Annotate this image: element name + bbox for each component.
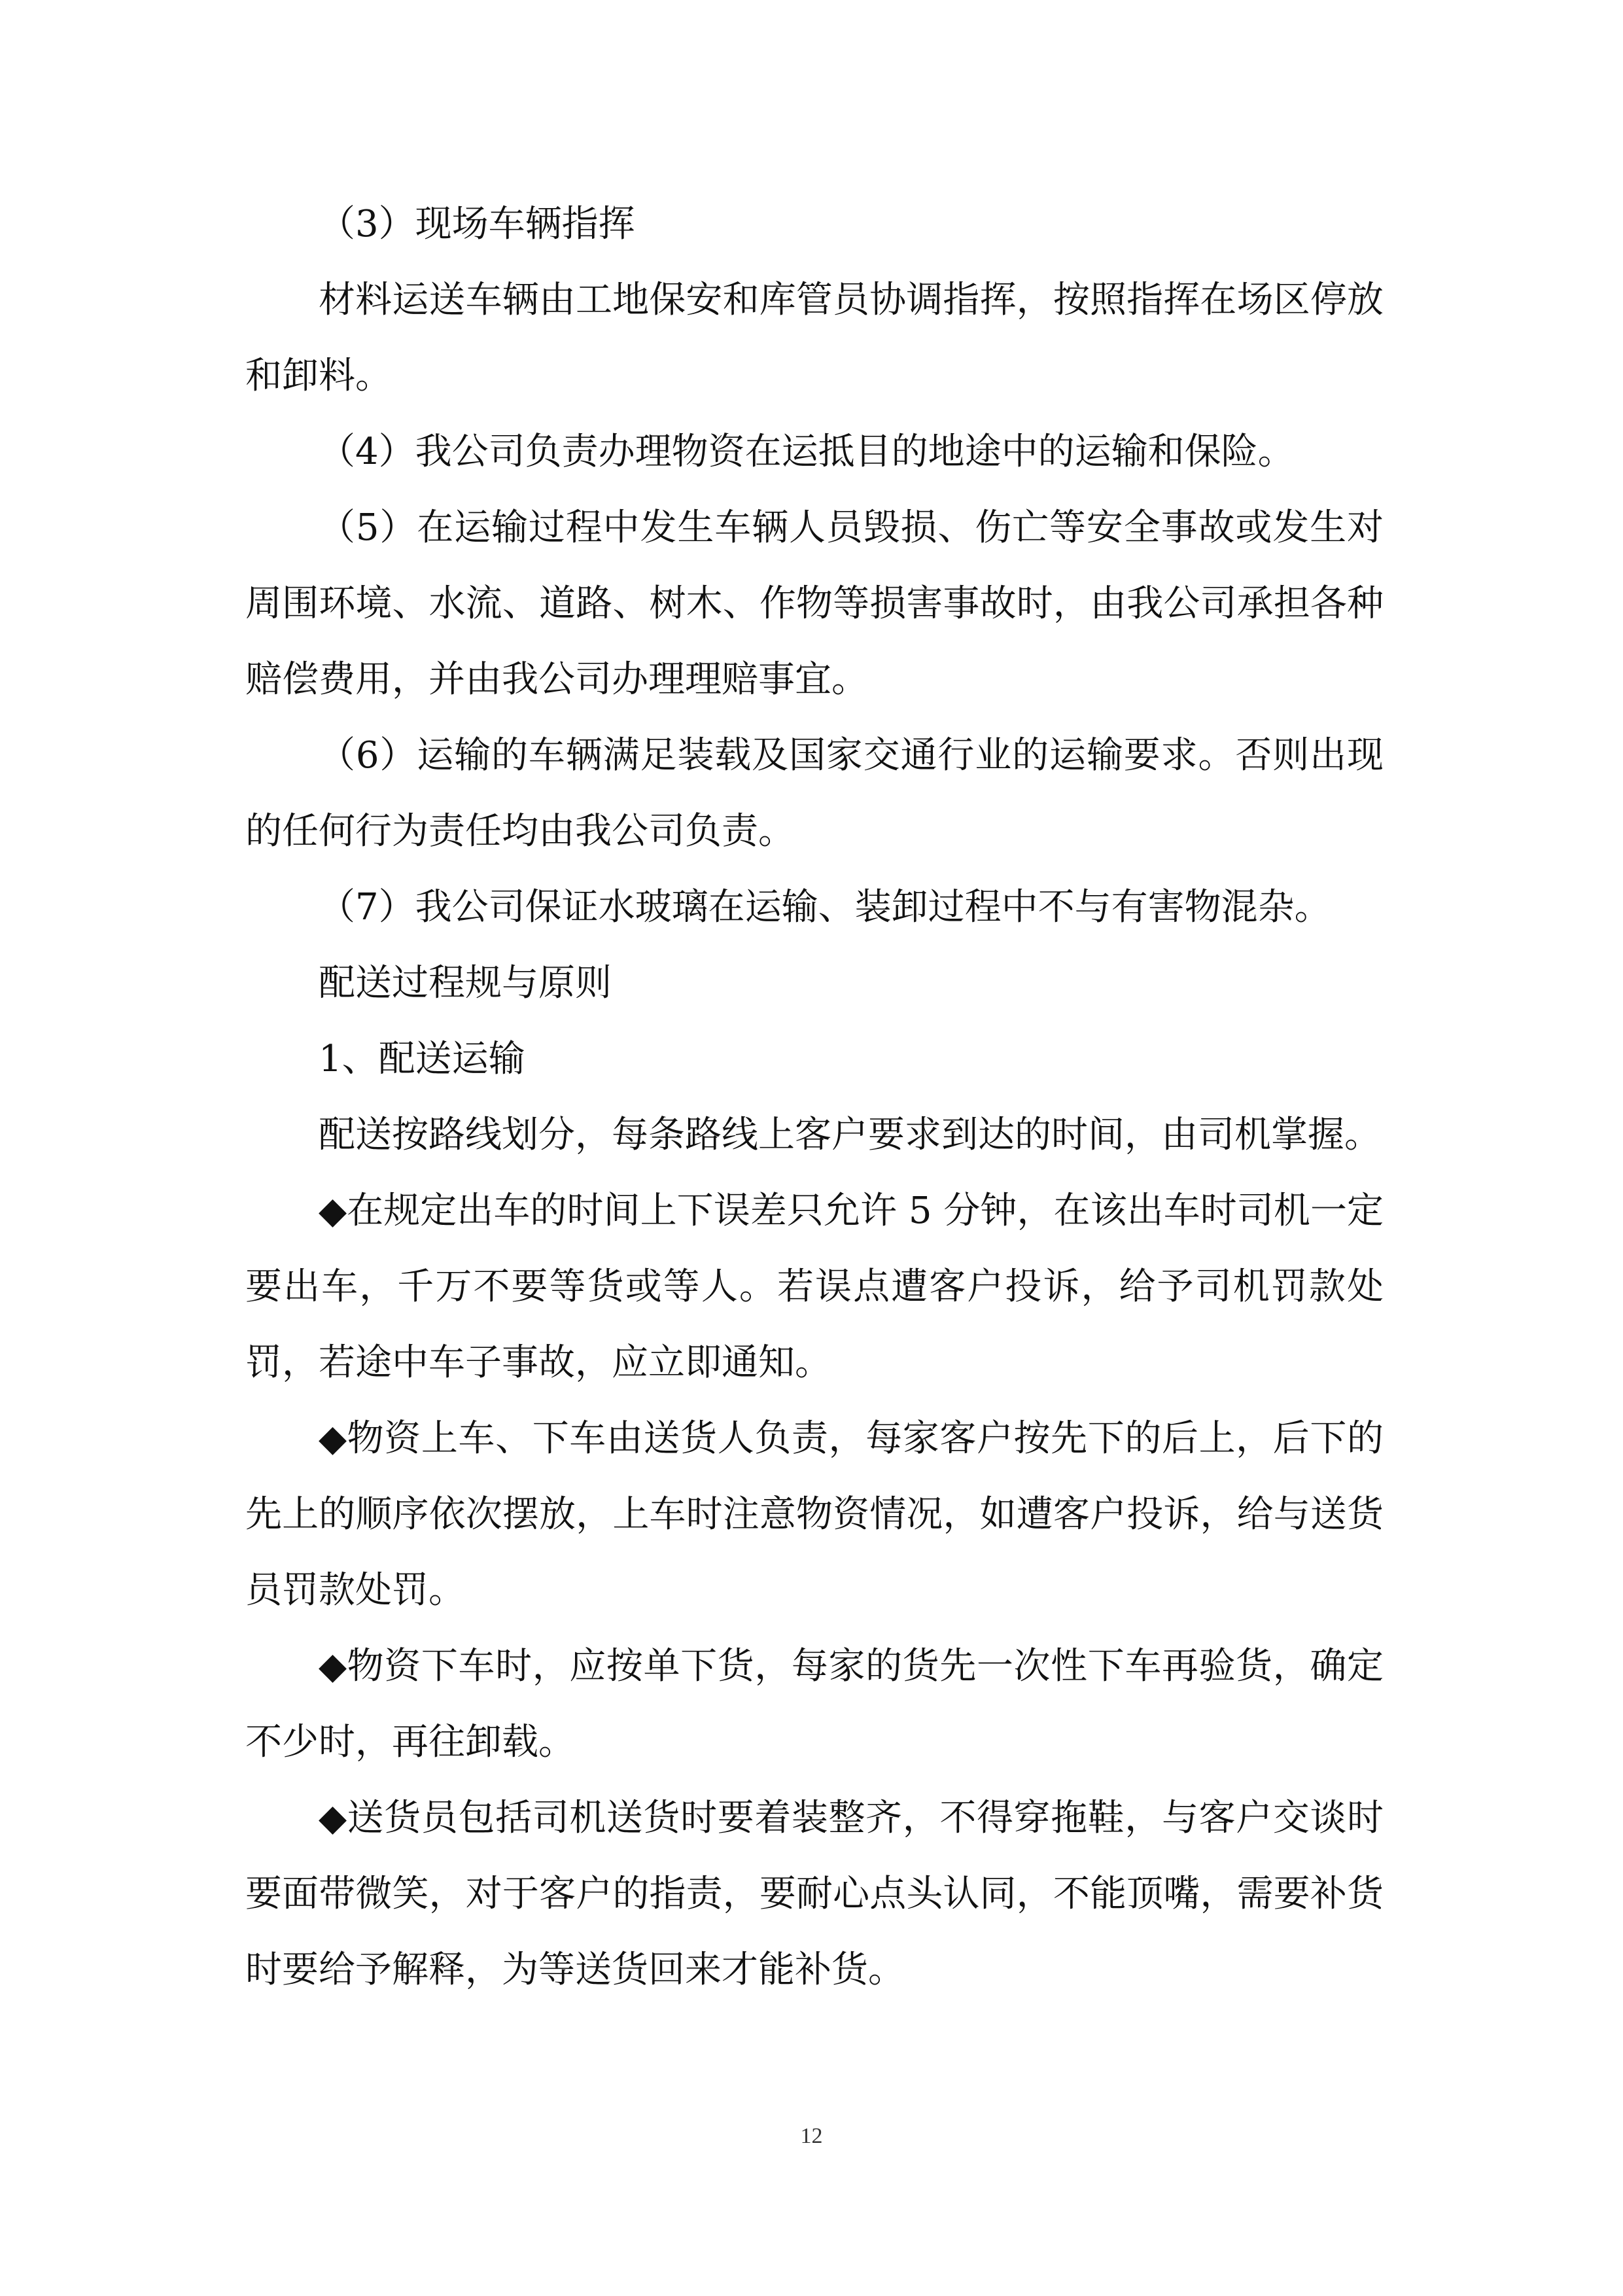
paragraph-no-contamination: （7）我公司保证水玻璃在运输、装卸过程中不与有害物混杂。 <box>319 886 1331 928</box>
paragraph-route-division: 配送按路线划分，每条路线上客户要求到达的时间，由司机掌握。 <box>319 1114 1381 1156</box>
bullet-unloading: ◆物资下车时，应按单下货，每家的货先一次性下车再验货，确定不少时，再往卸载。 <box>245 1645 1384 1763</box>
section-heading-delivery-principles: 配送过程规与原则 <box>319 962 612 1004</box>
bullet-loading-order: ◆物资上车、下车由送货人负责，每家客户按先下的后上，后下的先上的顺序依次摆放，上车时注意物资情况，如遭客户投诉，给与送货员罚款处罚。 <box>245 1417 1384 1612</box>
paragraph-vehicle-command: 材料运送车辆由工地保安和库管员协调指挥，按照指挥在场区停放和卸料。 <box>245 279 1384 397</box>
bullet-departure-time: ◆在规定出车的时间上下误差只允许 5 分钟，在该出车时司机一定要出车，千万不要等货或等人。若误点遭客户投诉，给予司机罚款处罚，若途中车子事故，应立即通知。 <box>245 1190 1384 1384</box>
paragraph-accident-liability: （5）在运输过程中发生车辆人员毁损、伤亡等安全事故或发生对周围环境、水流、道路、树木、作物等损害事故时，由我公司承担各种赔偿费用，并由我公司办理理赔事宜。 <box>245 506 1384 701</box>
page-number: 12 <box>800 2124 823 2148</box>
subsection-heading-delivery-transport: 1、配送运输 <box>319 1038 525 1080</box>
paragraph-vehicle-command-heading: （3）现场车辆指挥 <box>319 203 635 245</box>
paragraph-transport-insurance: （4）我公司负责办理物资在运抵目的地途中的运输和保险。 <box>319 431 1295 473</box>
document-body <box>245 186 1384 2008</box>
bullet-courier-conduct: ◆送货员包括司机送货时要着装整齐，不得穿拖鞋，与客户交谈时要面带微笑，对于客户的指责，要耐心点头认同，不能顶嘴，需要补货时要给予解释，为等送货回来才能补货。 <box>245 1797 1384 1991</box>
paragraph-vehicle-requirements: （6）运输的车辆满足装载及国家交通行业的运输要求。否则出现的任何行为责任均由我公司负责。 <box>245 734 1384 853</box>
